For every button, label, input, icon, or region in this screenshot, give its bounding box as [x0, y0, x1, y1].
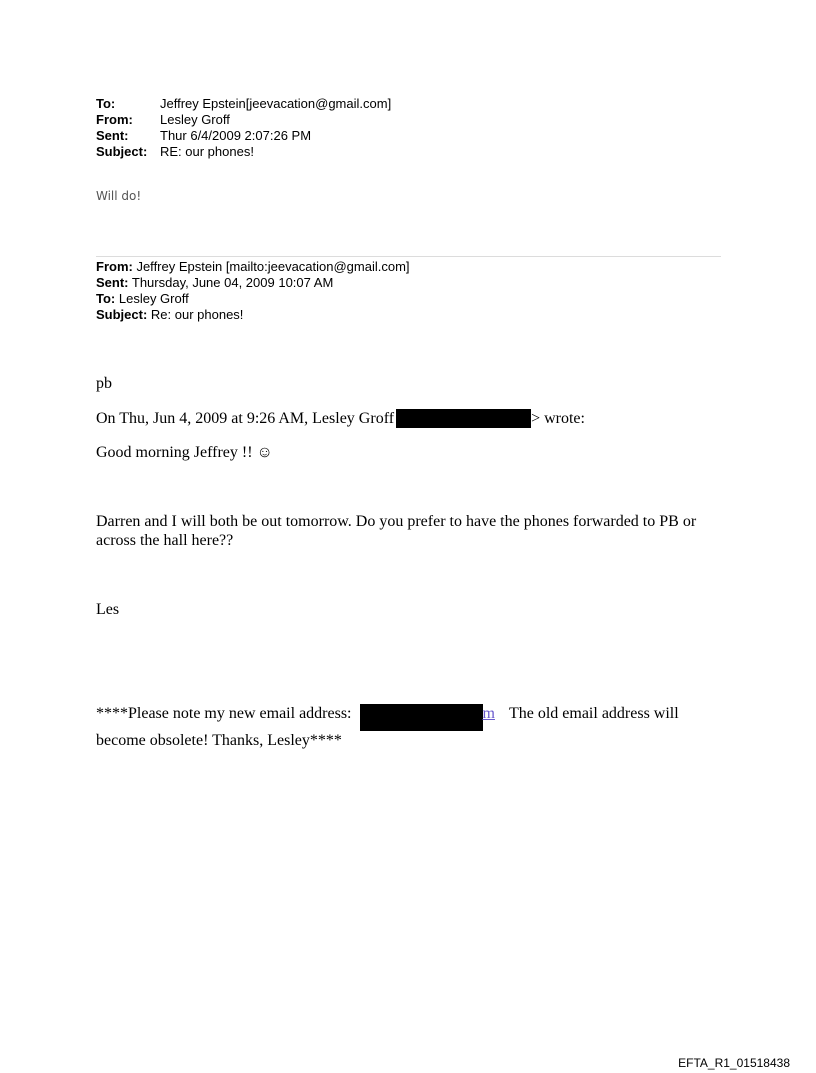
- to-row: [96, 96, 391, 112]
- on-wrote-prefix: On Thu, Jun 4, 2009 at 9:26 AM, Lesley Groff: [96, 410, 395, 427]
- from-label: From:: [96, 112, 133, 127]
- document-id: EFTA_R1_01518438: [678, 1056, 790, 1070]
- subject-label: Subject:: [96, 144, 148, 159]
- reply-body: Will do!: [96, 189, 142, 203]
- on-wrote-line: [96, 409, 585, 428]
- note-prefix: ****Please note my new email address:: [96, 705, 356, 722]
- redaction-box: [396, 409, 531, 428]
- from-value: Lesley Groff: [160, 112, 230, 127]
- quoted-to-value: Lesley Groff: [115, 291, 189, 306]
- pb-line: pb: [96, 375, 112, 392]
- sent-label: Sent:: [96, 128, 129, 143]
- redaction-box: [360, 704, 483, 731]
- note-suffix: The old email address will become obsolete! Thanks, Lesley****: [96, 705, 679, 749]
- email-link[interactable]: m: [482, 705, 495, 722]
- to-label: To:: [96, 96, 116, 111]
- quoted-subject-row: [96, 307, 410, 323]
- email-header: [96, 96, 391, 160]
- quoted-from-row: [96, 259, 410, 275]
- quoted-from-label: From:: [96, 259, 133, 274]
- from-row: [96, 112, 391, 128]
- subject-value: RE: our phones!: [160, 144, 254, 159]
- sent-value: Thur 6/4/2009 2:07:26 PM: [160, 128, 312, 143]
- quoted-subject-value: Re: our phones!: [147, 307, 244, 322]
- signoff: Les: [96, 601, 120, 618]
- quoted-to-row: [96, 291, 410, 307]
- email-note: [96, 704, 726, 750]
- greeting: Good morning Jeffrey !! ☺: [96, 444, 273, 461]
- quoted-header: [96, 259, 410, 323]
- quoted-to-label: To:: [96, 291, 116, 306]
- quoted-sent-label: Sent:: [96, 275, 129, 290]
- sent-row: [96, 128, 391, 144]
- on-wrote-suffix: > wrote:: [531, 410, 585, 427]
- quoted-from-value: Jeffrey Epstein [mailto:jeevacation@gmail.com]: [132, 259, 410, 274]
- quote-divider: [96, 256, 721, 257]
- body-paragraph: Darren and I will both be out tomorrow. Do you prefer to have the phones forwarded to PB or across the hall here??: [96, 513, 697, 549]
- quoted-sent-row: [96, 275, 410, 291]
- quoted-sent-value: Thursday, June 04, 2009 10:07 AM: [128, 275, 334, 290]
- quoted-subject-label: Subject:: [96, 307, 148, 322]
- subject-row: [96, 144, 391, 160]
- to-value: Jeffrey Epstein[jeevacation@gmail.com]: [160, 96, 392, 111]
